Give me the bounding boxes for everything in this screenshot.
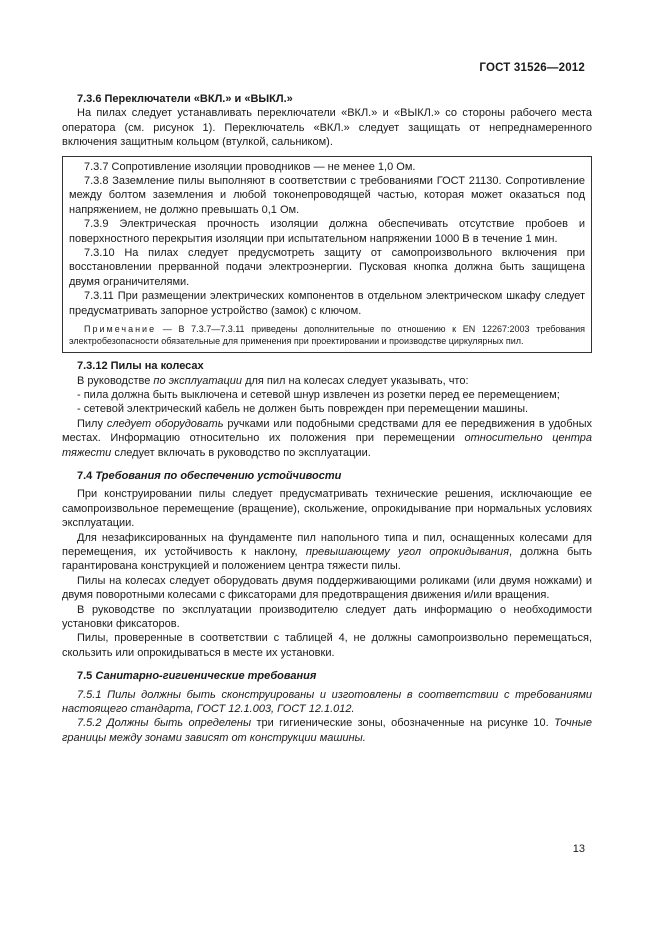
section-heading-7-4: 7.4 Требования по обеспечению устойчивости — [77, 469, 342, 482]
paragraph-7-4-1: При конструировании пилы следует предусматривать технические решения, исключающие ее самопроизвольное перемещение (вращение), скольжение, опрокидывание при нормальных условиях эксплуатации. — [62, 488, 592, 530]
note-text: — В 7.3.7—7.3.11 приведены дополнительные по отношению к EN 12267:2003 требования электробезопасности обязательные для применения при проектировании и производстве циркулярных пил. — [69, 324, 585, 346]
paragraph-7-3-8: 7.3.8 Заземление пилы выполняют в соответствии с требованиями ГОСТ 21130. Сопротивление между болтом заземления и любой токонепроводящей частью, которая может оказаться под напряжением, не должно превышать 0,1 Ом. — [69, 175, 585, 216]
paragraph-7-3-12-body: Пилу следует оборудовать ручками или подобными средствами для ее передвижения в удобных местах. Информацию относительно их положения при перемещении относительно центра тяжести следует включать в руководство по эксплуатации. — [62, 417, 593, 459]
paragraph-7-3-9: 7.3.9 Электрическая прочность изоляции должна обеспечивать отсутствие пробоев и поверхностного перекрытия изоляции при испытательном напряжении 1000 В в течение 1 мин. — [69, 218, 585, 245]
section-heading-7-3-12: 7.3.12 Пилы на колесах — [77, 360, 204, 373]
paragraph-7-3-10: 7.3.10 На пилах следует предусмотреть защиту от самопроизвольного включения при восстановлении прерванной подачи электроэнергии. Пусковая кнопка должна быть защищена двумя ограничителями. — [69, 247, 585, 288]
paragraph-7-3-6: На пилах следует устанавливать переключатели «ВКЛ.» и «ВЫКЛ.» со стороны рабочего места оператора (см. рисунок 1). Переключатель «ВКЛ.» следует защищать от непреднамеренного включения защитным кольцом (втулкой, сальником). — [62, 107, 592, 149]
paragraph-7-3-11: 7.3.11 При размещении электрических компонентов в отдельном электрическом шкафу следует предусматривать запорное устройство (замок) с ключом. — [69, 290, 585, 317]
note — [69, 324, 585, 347]
paragraph-7-4-4: В руководстве по эксплуатации производителю следует дать информацию о необходимости установки фиксаторов. — [62, 603, 592, 630]
page-number: 13 — [572, 843, 585, 855]
standard-id: ГОСТ 31526—2012 — [479, 62, 585, 74]
list-item-2: - сетевой электрический кабель не должен быть поврежден при перемещении машины. — [77, 403, 529, 416]
paragraph-7-4-3: Пилы на колесах следует оборудовать двумя поддерживающими роликами (или двумя ножками) и двумя поворотными колесами с фиксаторами для предотвращения движения и/или вращения. — [62, 574, 592, 602]
section-heading-7-3-6: 7.3.6 Переключатели «ВКЛ.» и «ВЫКЛ.» — [77, 93, 293, 105]
paragraph-7-4-2: Для незафиксированных на фундаменте пил напольного типа и пил, оснащенных колесами для перемещения, их устойчивость к наклону, превышающему угол опрокидывания, должна быть гарантирована конструкцией и положением центра тяжести пилы. — [62, 531, 593, 573]
paragraph-7-3-7: 7.3.7 Сопротивление изоляции проводников — не менее 1,0 Ом. — [84, 160, 416, 173]
paragraph-7-4-5: Пилы, проверенные в соответствии с таблицей 4, не должны самопроизвольно перемещаться, скользить или опрокидываться в месте их установки. — [62, 632, 592, 659]
paragraph-7-5-2: 7.5.2 Должны быть определены три гигиенические зоны, обозначенные на рисунке 10. Точные границы между зонами зависят от конструкции машины. — [62, 717, 592, 744]
boxed-addition — [62, 156, 592, 353]
paragraph-7-3-12-intro: В руководстве по эксплуатации для пил на колесах следует указывать, что: — [77, 374, 469, 387]
paragraph-7-5-1: 7.5.1 Пилы должны быть сконструированы и изготовлены в соответствии с требованиями настоящего стандарта, ГОСТ 12.1.003, ГОСТ 12.1.012. — [62, 688, 592, 716]
section-heading-7-5: 7.5 Санитарно-гигиенические требования — [77, 670, 317, 683]
note-label: Примечание — [84, 324, 157, 335]
list-item-1: - пила должна быть выключена и сетевой шнур извлечен из розетки перед ее перемещением; — [77, 388, 560, 401]
page-content — [62, 92, 592, 745]
